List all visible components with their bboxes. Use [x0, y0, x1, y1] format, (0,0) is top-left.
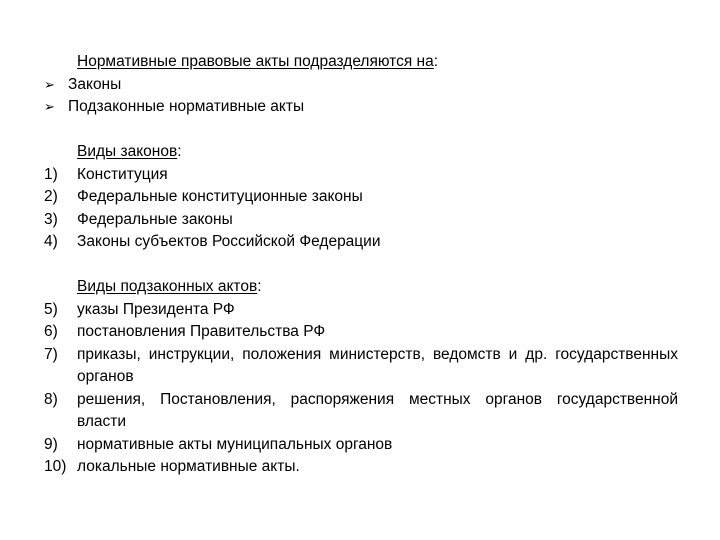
- list-item: [44, 299, 678, 322]
- bullet-text: Подзаконные нормативные акты: [68, 98, 305, 115]
- heading-colon: :: [433, 53, 439, 70]
- slide-content: [44, 51, 678, 479]
- item-text: нормативные акты муниципальных органов: [77, 435, 393, 453]
- item-number: 3): [44, 210, 58, 228]
- list-item: [44, 344, 678, 389]
- item-number: 7): [44, 345, 58, 363]
- bullet-item: [44, 74, 678, 97]
- item-number: 1): [44, 165, 58, 183]
- list-item: [44, 186, 678, 209]
- list-item: [44, 209, 678, 232]
- heading-colon: :: [177, 143, 182, 160]
- heading-text: Нормативные правовые акты подразделяются на: [77, 53, 434, 70]
- heading-text: Виды законов: [77, 143, 178, 160]
- item-number: 8): [44, 390, 58, 408]
- bullet-item: [44, 96, 678, 119]
- item-text: решения, Постановления, распоряжения местных органов государственной власти: [77, 390, 678, 430]
- bullet-text: Законы: [68, 75, 122, 93]
- list-item: [44, 231, 678, 254]
- item-number: 10): [44, 458, 67, 475]
- item-number: 5): [44, 300, 58, 318]
- item-text: Федеральные законы: [77, 210, 233, 228]
- item-text: приказы, инструкции, положения министерств, ведомств и др. государственных органов: [77, 345, 678, 385]
- list-item: [44, 164, 678, 187]
- item-text: локальные нормативные акты.: [77, 458, 300, 475]
- item-text: постановления Правительства РФ: [77, 323, 326, 340]
- arrow-bullet-icon: ➢: [44, 99, 55, 114]
- heading-text: Виды подзаконных актов: [77, 278, 258, 295]
- list-item: [44, 456, 678, 479]
- item-text: указы Президента РФ: [77, 300, 235, 318]
- spacer: [44, 119, 678, 142]
- item-number: 2): [44, 188, 58, 205]
- list-item: [44, 389, 678, 434]
- section-heading-legal-acts: [44, 51, 678, 74]
- item-number: 6): [44, 323, 58, 340]
- list-item: [44, 321, 678, 344]
- item-text: Законы субъектов Российской Федерации: [77, 233, 381, 250]
- heading-colon: :: [257, 278, 262, 295]
- list-item: [44, 434, 678, 457]
- arrow-bullet-icon: ➢: [44, 76, 55, 92]
- item-number: 4): [44, 233, 58, 250]
- section-heading-bylaws: [44, 276, 678, 299]
- spacer: [44, 254, 678, 277]
- item-text: Федеральные конституционные законы: [77, 188, 363, 205]
- item-text: Конституция: [77, 165, 168, 183]
- section-heading-laws: [44, 141, 678, 164]
- item-number: 9): [44, 435, 58, 453]
